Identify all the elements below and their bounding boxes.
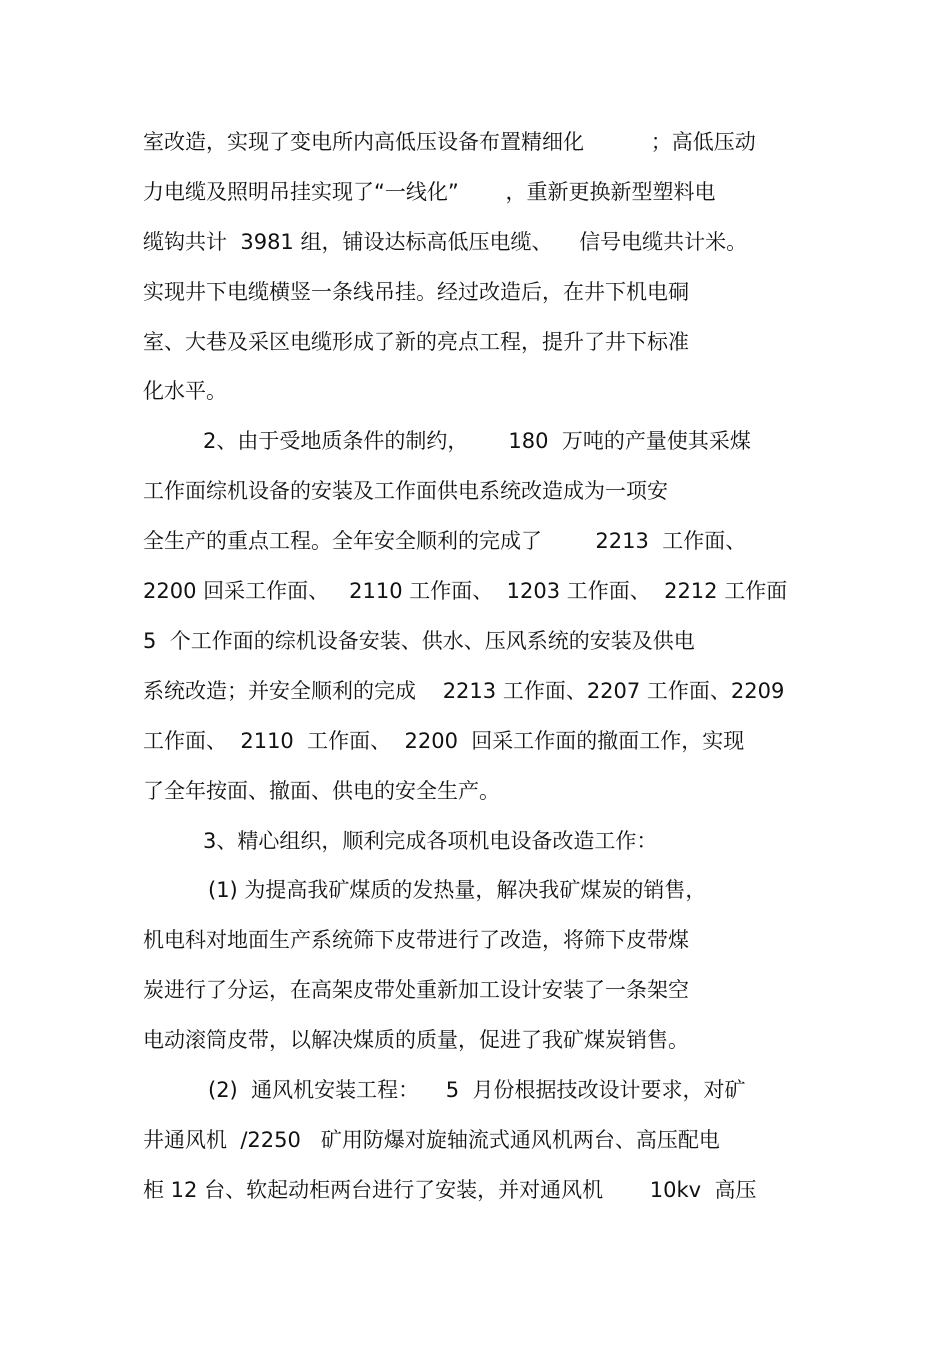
text-line: 室、大巷及采区电缆形成了新的亮点工程，提升了井下标准 <box>143 330 689 354</box>
text-line: 5 个工作面的综机设备安装、供水、压风系统的安装及供电 <box>143 629 695 653</box>
text-line: 工作面、 2110 工作面、 2200 回采工作面的撤面工作，实现 <box>143 729 745 753</box>
text-line: 全生产的重点工程。全年安全顺利的完成了 2213 工作面、 <box>143 529 747 553</box>
text-line: 实现井下电缆横竖一条线吊挂。经过改造后，在井下机电硐 <box>143 280 689 304</box>
text-line: 工作面综机设备的安装及工作面供电系统改造成为一项安 <box>143 479 668 503</box>
text-line: 缆钩共计 3981 组，铺设达标高低压电缆、 信号电缆共计米。 <box>143 230 748 254</box>
text-line: 炭进行了分运，在高架皮带处重新加工设计安装了一条架空 <box>143 978 689 1002</box>
text-line: 2200 回采工作面、 2110 工作面、 1203 工作面、 2212 工作面 <box>143 579 788 603</box>
sub-item: (2) 通风机安装工程： 5 月份根据技改设计要求，对矿 <box>208 1078 746 1102</box>
text-line: 机电科对地面生产系统筛下皮带进行了改造，将筛下皮带煤 <box>143 928 689 952</box>
text-line: 力电缆及照明吊挂实现了“一线化” ，重新更换新型塑料电 <box>143 180 716 204</box>
text-line: 室改造，实现了变电所内高低压设备布置精细化 ；高低压动 <box>143 130 756 154</box>
text-line: 电动滚筒皮带，以解决煤质的质量，促进了我矿煤炭销售。 <box>143 1028 689 1052</box>
text-line: 柜 12 台、软起动柜两台进行了安装，并对通风机 10kv 高压 <box>143 1178 757 1202</box>
text-line: 井通风机 /2250 矿用防爆对旋轴流式通风机两台、高压配电 <box>143 1128 720 1152</box>
text-line: 系统改造；并安全顺利的完成 2213 工作面、2207 工作面、2209 <box>143 679 785 703</box>
paragraph-heading: 3、精心组织，顺利完成各项机电设备改造工作： <box>203 829 658 853</box>
text-line: 了全年按面、撤面、供电的安全生产。 <box>143 779 500 803</box>
text-line: 化水平。 <box>143 379 227 403</box>
paragraph-heading: 2、由于受地质条件的制约， 180 万吨的产量使其采煤 <box>203 429 751 453</box>
sub-item: (1) 为提高我矿煤质的发热量，解决我矿煤炭的销售， <box>208 878 707 902</box>
